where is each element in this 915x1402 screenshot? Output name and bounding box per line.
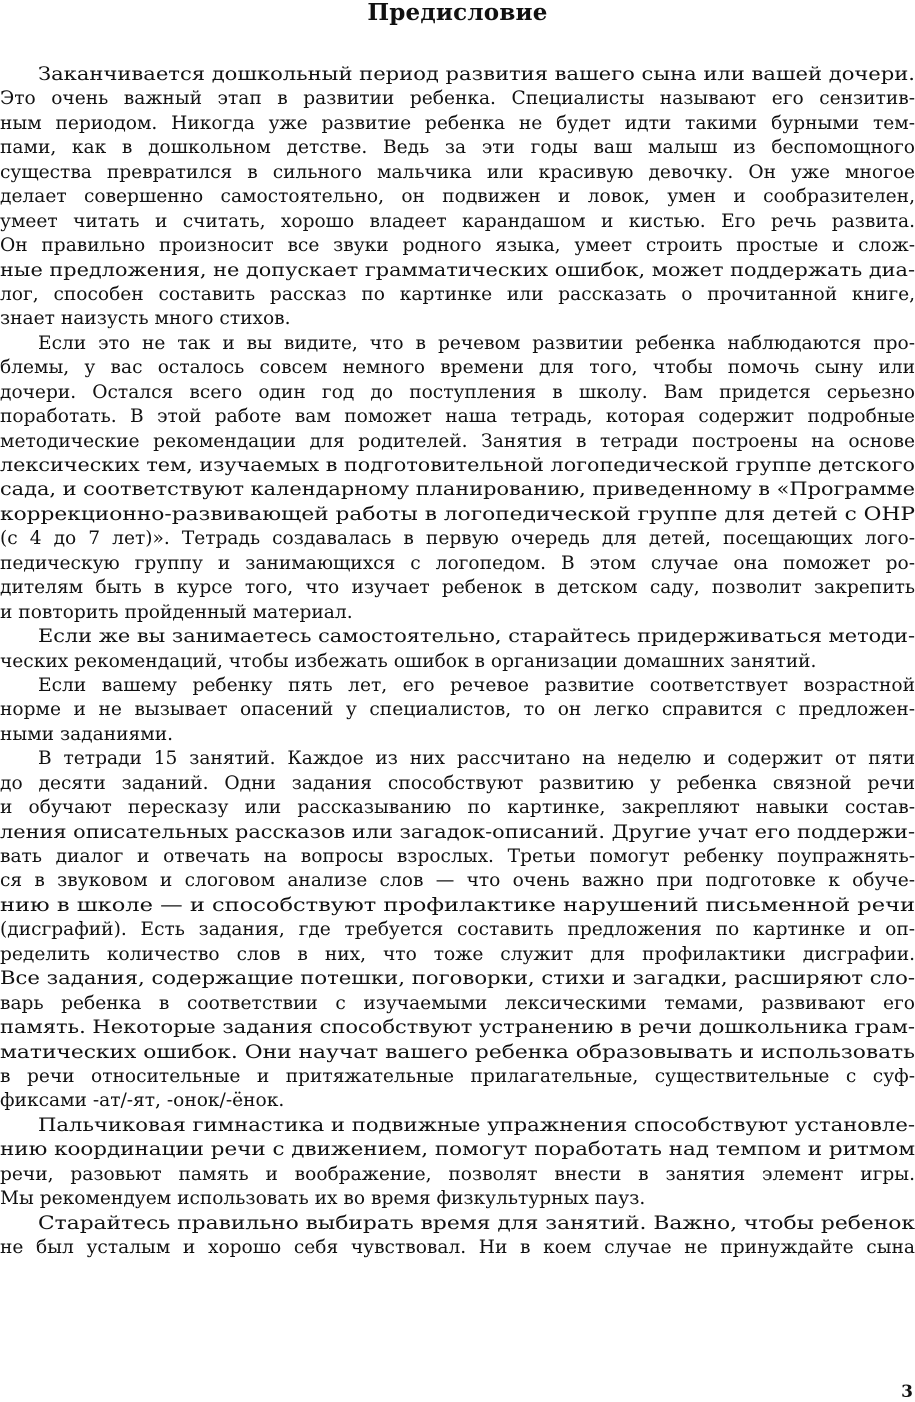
text-line: методические рекомендации для родителей. Занятия в тетради построены на основе [0, 430, 915, 452]
text-line: и повторить пройденный материал. [0, 601, 353, 623]
text-line: дителям быть в курсе того, что изучает ребенок в детском саду, позволит закрепить [0, 577, 915, 599]
text-line: коррекционно-развивающей работы в логопедической группе для детей с ОНР [0, 503, 915, 525]
text-line: Если вашему ребенку пять лет, его речевое развитие соответствует возрастной [38, 674, 915, 696]
text-line: Старайтесь правильно выбирать время для занятий. Важно, чтобы ребенок [38, 1212, 915, 1234]
text-line: делает совершенно самостоятельно, он подвижен и ловок, умен и сообразителен, [0, 186, 915, 208]
text-line: Все задания, содержащие потешки, поговорки, стихи и загадки, расширяют сло- [0, 968, 915, 990]
text-line: ческих рекомендаций, чтобы избежать ошибок в организации домашних занятий. [0, 650, 817, 672]
text-line: пами, как в дошкольном детстве. Ведь за эти годы ваш малыш из беспомощного [0, 137, 915, 159]
text-line: поработать. В этой работе вам поможет наша тетрадь, которая содержит подробные [0, 406, 915, 428]
text-line: фиксами -ат/-ят, -онок/-ёнок. [0, 1090, 285, 1112]
text-line: знает наизусть много стихов. [0, 308, 291, 330]
paragraph [0, 747, 915, 1114]
text-line: память. Некоторые задания способствуют устранению в речи дошкольника грам- [0, 1017, 915, 1039]
text-line: норме и не вызывает опасений у специалистов, то он легко справится с предложен- [0, 699, 915, 721]
text-line: матических ошибок. Они научат вашего ребенка образовывать и использовать [0, 1041, 915, 1063]
paragraph [0, 625, 915, 674]
text-line: Если это не так и вы видите, что в речевом развитии ребенка наблюдаются про- [38, 332, 915, 354]
text-line: существа превратился в сильного мальчика или красивую девочку. Он уже многое [0, 161, 915, 183]
text-line: не был усталым и хорошо себя чувствовал. Ни в коем случае не принуждайте сына [0, 1237, 915, 1258]
page-title: Предисловие [367, 0, 548, 26]
text-line: речи, разовьют память и воображение, позволят внести в занятия элемент игры. [0, 1163, 915, 1185]
text-line: Заканчивается дошкольный период развития вашего сына или вашей дочери. [38, 64, 915, 85]
paragraph [0, 674, 915, 747]
text-line: Он правильно произносит все звуки родного языка, умеет строить простые и слож- [0, 235, 915, 257]
text-line: Пальчиковая гимнастика и подвижные упражнения способствуют установле- [38, 1114, 915, 1136]
text-line: ределить количество слов в них, что тоже служит для профилактики дисграфии. [0, 943, 915, 965]
paragraph [0, 1114, 915, 1212]
paragraph [0, 1212, 915, 1261]
paragraph [0, 332, 915, 625]
text-line: дочери. Остался всего один год до поступления в школу. Вам придется серьезно [0, 381, 915, 403]
text-line: Если же вы занимаетесь самостоятельно, старайтесь придерживаться методи- [38, 626, 915, 648]
text-line: варь ребенка в соответствии с изучаемыми лексическими темами, развивают его [0, 992, 915, 1014]
text-line: умеет читать и считать, хорошо владеет карандашом и кистью. Его речь развита. [0, 210, 915, 232]
paragraph [0, 63, 915, 332]
text-line: педическую группу и занимающихся с логопедом. В этом случае она поможет ро- [0, 552, 915, 574]
text-line: вать диалог и отвечать на вопросы взрослых. Третьи помогут ребенку поупражнять- [0, 846, 915, 867]
text-line: ные предложения, не допускает грамматических ошибок, может поддержать диа- [0, 259, 915, 281]
text-line: ными заданиями. [0, 723, 173, 745]
text-line: сада, и соответствуют календарному планированию, приведенному в «Программе [0, 479, 915, 501]
text-line: Это очень важный этап в развитии ребенка. Специалисты называют его сензитив- [0, 88, 915, 110]
text-line: ным периодом. Никогда уже развитие ребенка не будет идти такими бурными тем- [0, 112, 915, 134]
text-line: и обучают пересказу или рассказыванию по картинке, закрепляют навыки состав- [0, 797, 915, 819]
text-line: (дисграфий). Есть задания, где требуется составить предложения по картинке и оп- [0, 919, 915, 941]
text-line: нию в школе — и способствуют профилактике нарушений письменной речи [0, 894, 915, 916]
text-line: В тетради 15 занятий. Каждое из них рассчитано на неделю и содержит от пяти [38, 748, 915, 770]
text-line: в речи относительные и притяжательные прилагательные, существительные с суф- [0, 1065, 915, 1087]
text-line: ления описательных рассказов или загадок-описаний. Другие учат его поддержи- [0, 821, 915, 843]
text-line: до десяти заданий. Одни задания способствуют развитию у ребенка связной речи [0, 772, 915, 794]
text-line: ся в звуковом и слоговом анализе слов — что очень важно при подготовке к обуче- [0, 870, 915, 892]
text-line: (с 4 до 7 лет)». Тетрадь создавалась в первую очередь для детей, посещающих лого- [0, 528, 915, 550]
text-line: Мы рекомендуем использовать их во время физкультурных пауз. [0, 1188, 646, 1210]
text-line: нию координации речи с движением, помогут поработать над темпом и ритмом [0, 1139, 915, 1161]
preface-body [0, 63, 915, 1260]
text-line: лог, способен составить рассказ по картинке или рассказать о прочитанной книге, [0, 283, 915, 305]
text-line: лексических тем, изучаемых в подготовительной логопедической группе детского [0, 455, 915, 476]
page-number: 3 [901, 1382, 913, 1402]
text-line: блемы, у вас осталось совсем немного времени для того, чтобы помочь сыну или [0, 357, 915, 379]
